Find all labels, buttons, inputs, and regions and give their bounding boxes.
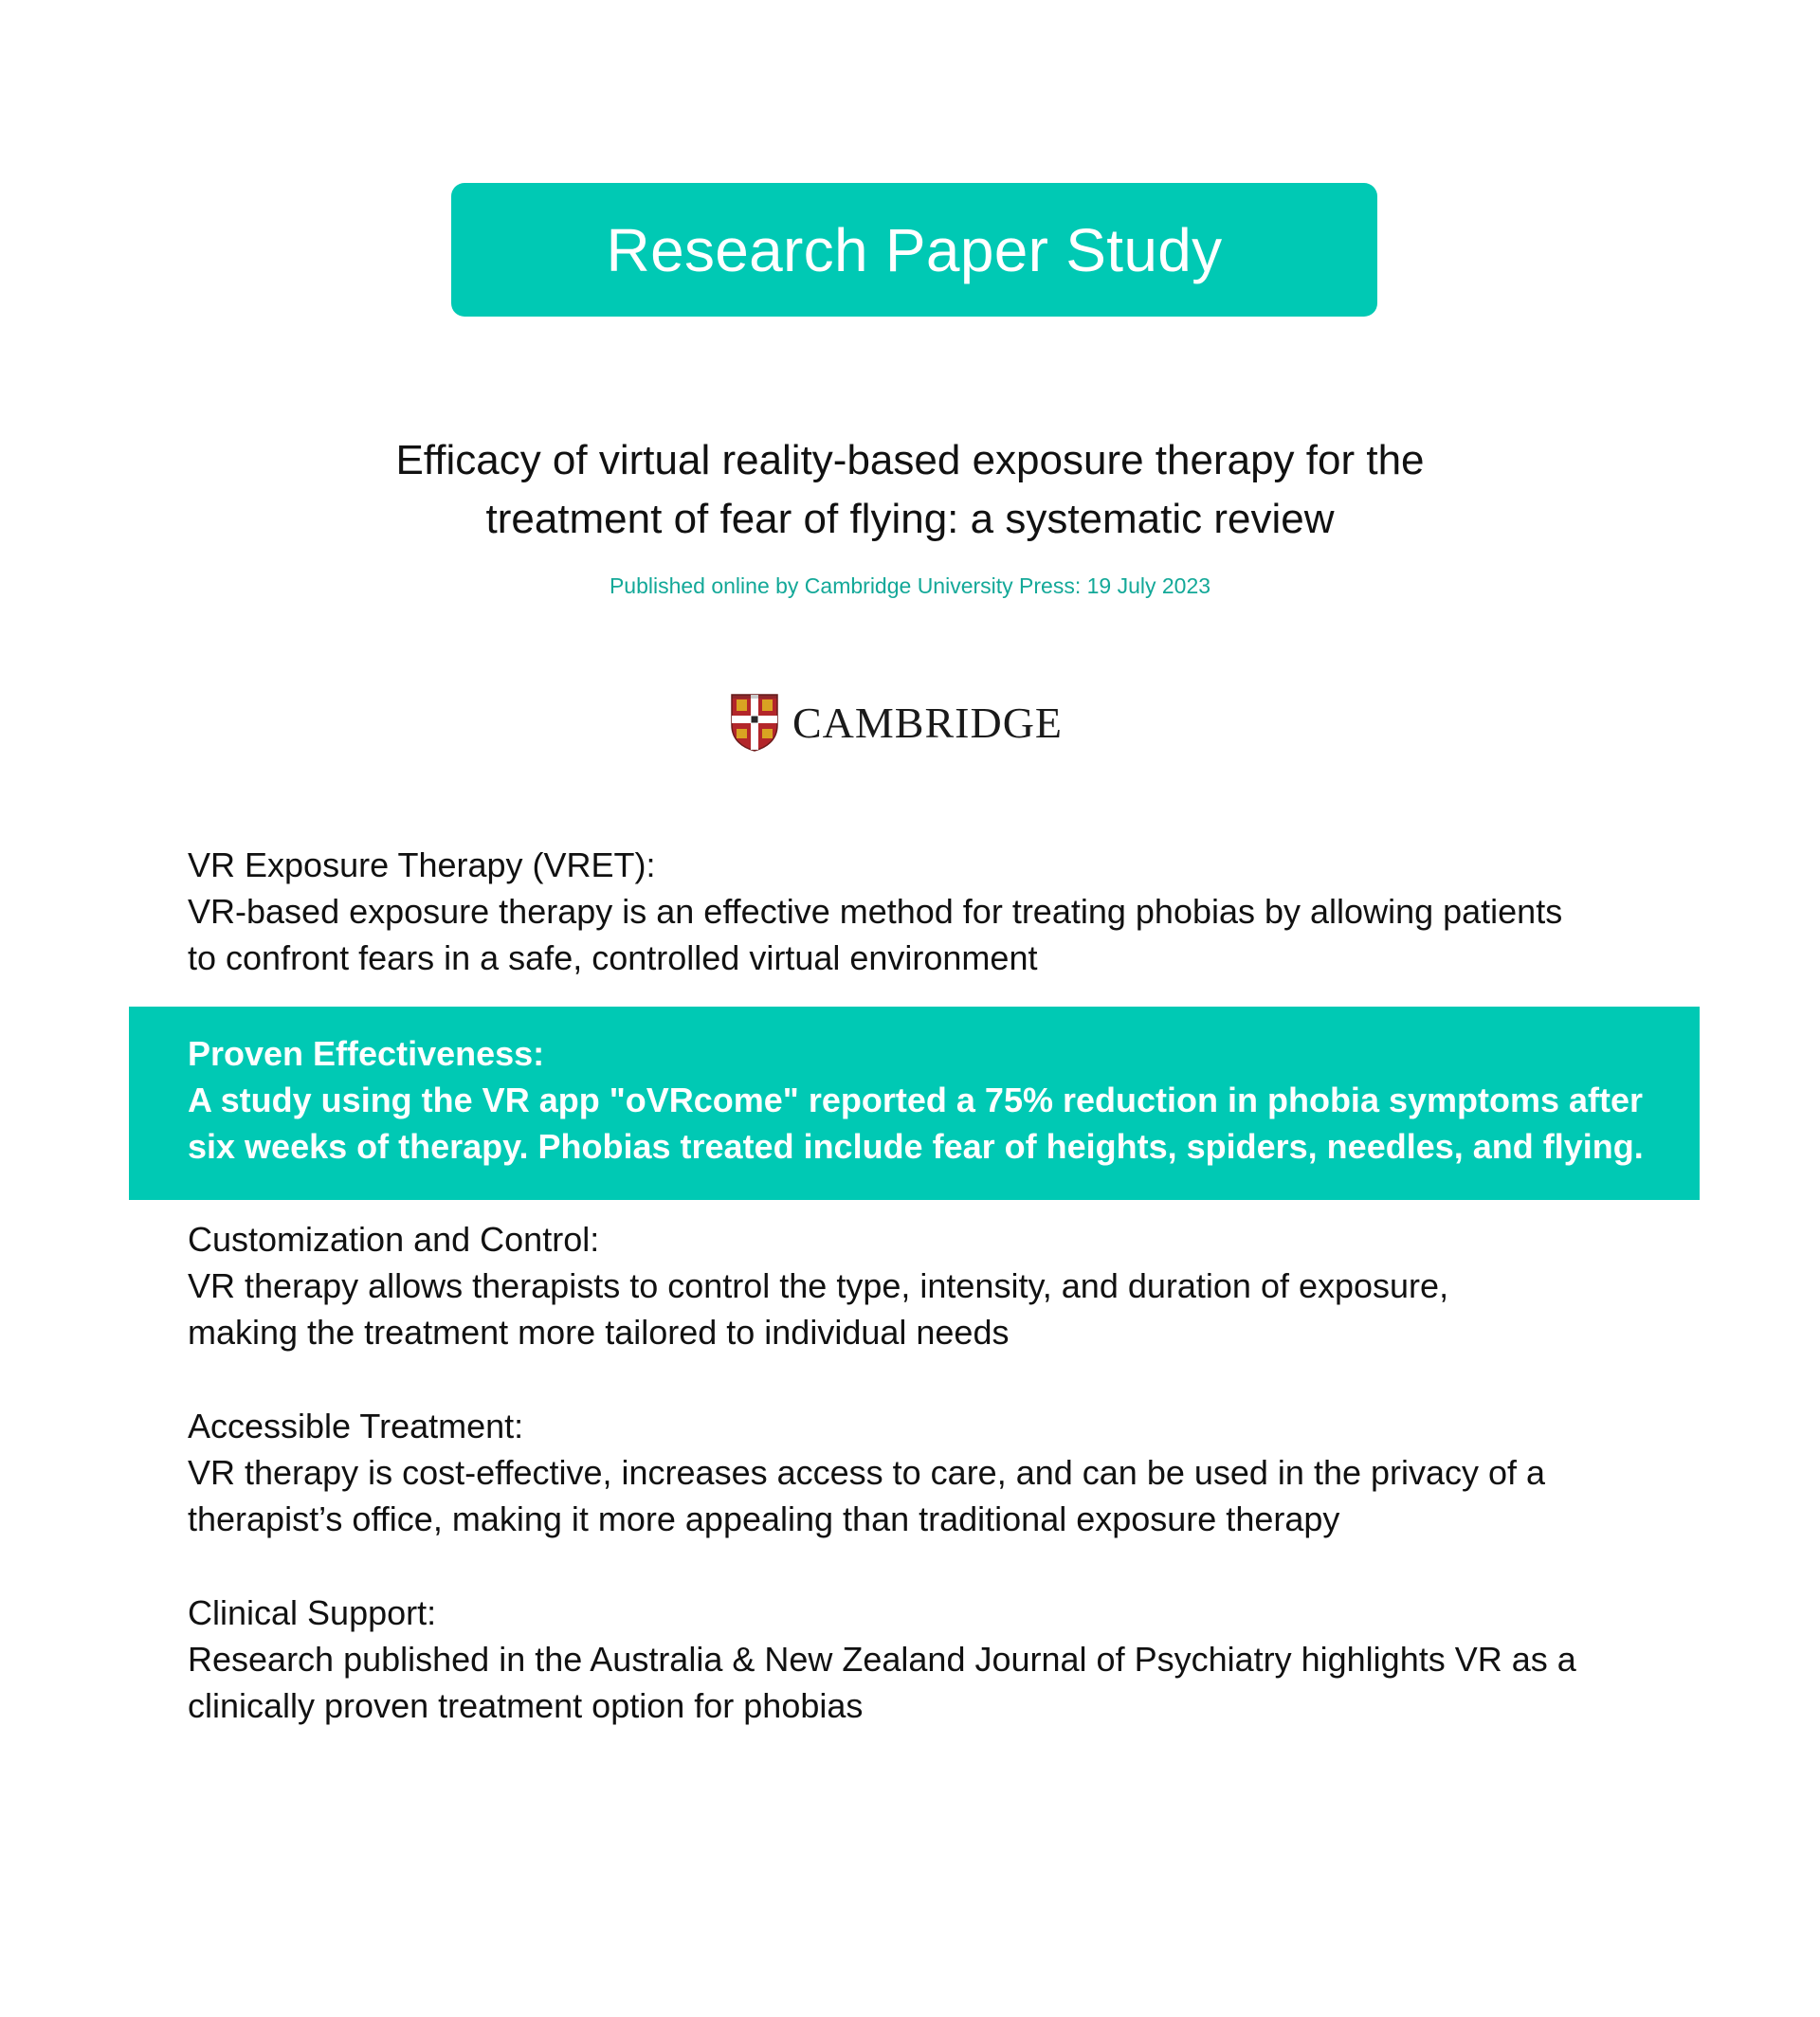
banner-title: Research Paper Study (606, 215, 1223, 284)
section-body-line-2: to confront fears in a safe, controlled virtual environment (188, 938, 1038, 977)
section-body-line-2: clinically proven treatment option for phobias (188, 1686, 864, 1725)
paper-title-line-1: Efficacy of virtual reality-based exposure therapy for the (395, 437, 1425, 483)
section-vret (188, 842, 1704, 981)
section-customization (188, 1216, 1704, 1355)
published-date: Published online by Cambridge University Press: 19 July 2023 (609, 573, 1211, 598)
section-heading: Clinical Support: (188, 1593, 437, 1632)
section-accessible-treatment (188, 1403, 1704, 1542)
section-body-line-2: making the treatment more tailored to individual needs (188, 1313, 1010, 1352)
title-banner (451, 183, 1377, 317)
section-body-line-2: therapist’s office, making it more appealing than traditional exposure therapy (188, 1499, 1340, 1538)
section-body-line-1: Research published in the Australia & New Zealand Journal of Psychiatry highlights VR as a (188, 1640, 1576, 1679)
section-heading: Accessible Treatment: (188, 1407, 524, 1445)
section-body-line-2: six weeks of therapy. Phobias treated include fear of heights, spiders, needles, and flying. (188, 1127, 1644, 1166)
cambridge-logo (730, 692, 1063, 753)
section-body-line-1: VR-based exposure therapy is an effective method for treating phobias by allowing patients (188, 892, 1563, 931)
section-body-line-1: VR therapy is cost-effective, increases access to care, and can be used in the privacy of a (188, 1453, 1546, 1492)
section-heading: Proven Effectiveness: (188, 1034, 545, 1073)
cambridge-wordmark: CAMBRIDGE (792, 698, 1064, 747)
section-heading: VR Exposure Therapy (VRET): (188, 845, 656, 884)
section-body-line-1: VR therapy allows therapists to control the type, intensity, and duration of exposure, (188, 1266, 1449, 1305)
paper-title-line-2: treatment of fear of flying: a systematic review (485, 496, 1335, 542)
section-heading: Customization and Control: (188, 1220, 600, 1259)
paper-title (246, 431, 1574, 549)
section-clinical-support (188, 1590, 1704, 1729)
section-proven-effectiveness (188, 1030, 1704, 1170)
section-body-line-1: A study using the VR app "oVRcome" reported a 75% reduction in phobia symptoms after (188, 1081, 1644, 1119)
cambridge-crest-icon (730, 693, 779, 752)
